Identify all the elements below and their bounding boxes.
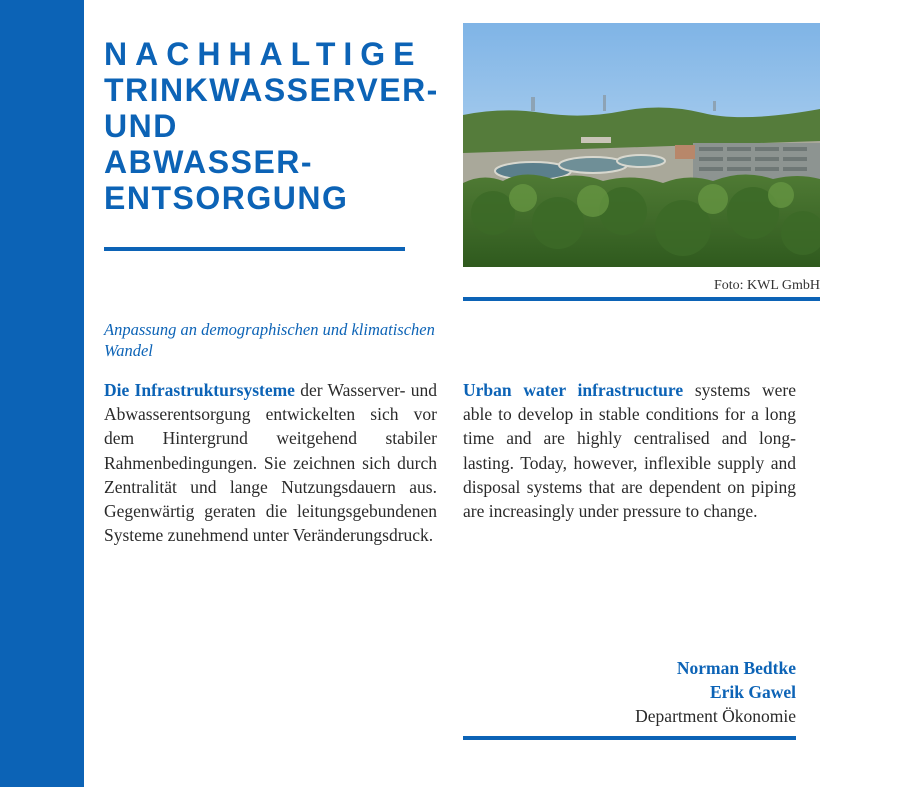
author-name-2: Erik Gawel	[709, 682, 796, 702]
title-line-5: ENTSORGUNG	[104, 180, 349, 216]
photo-divider	[463, 297, 820, 301]
department-label: Department Ökonomie	[635, 706, 796, 726]
author-name-1: Norman Bedtke	[676, 658, 796, 678]
subtitle: Anpassung an demographischen und klimatischen Wandel	[104, 320, 435, 360]
treatment-plant-photo	[463, 23, 820, 267]
authors-divider	[463, 736, 796, 740]
english-body: systems were able to develop in stable conditions for a long time and are highly centralised and long-lasting. Today, however, inflexible supply and disposal systems that are dependent on piping are increasingly under pressure to change.	[463, 380, 796, 522]
author-block	[463, 656, 796, 728]
title-divider	[104, 247, 405, 251]
page-title	[104, 36, 444, 216]
german-summary	[104, 378, 437, 547]
photo-credit: Foto: KWL GmbH	[713, 278, 820, 293]
english-summary	[463, 378, 796, 523]
side-accent-bar	[0, 0, 84, 787]
german-body: der Wasserver- und Abwasserentsorgung entwickelten sich vor dem Hintergrund weitgehend stabiler Rahmenbedingungen. Sie zeichnen sich durch Zentralität und lange Nutzungsdauern aus. Gegenwärtig geraten die leitungsgebundenen Systeme zunehmend unter Veränderungsdruck.	[104, 380, 437, 546]
title-line-2: TRINKWASSERVER-	[104, 72, 439, 108]
german-lead: Die Infrastruktursysteme	[104, 380, 295, 400]
title-line-3: UND	[104, 108, 178, 144]
title-line-1: NACHHALTIGE	[104, 36, 423, 72]
english-lead: Urban water infrastructure	[463, 380, 684, 400]
title-line-4: ABWASSER-	[104, 144, 314, 180]
